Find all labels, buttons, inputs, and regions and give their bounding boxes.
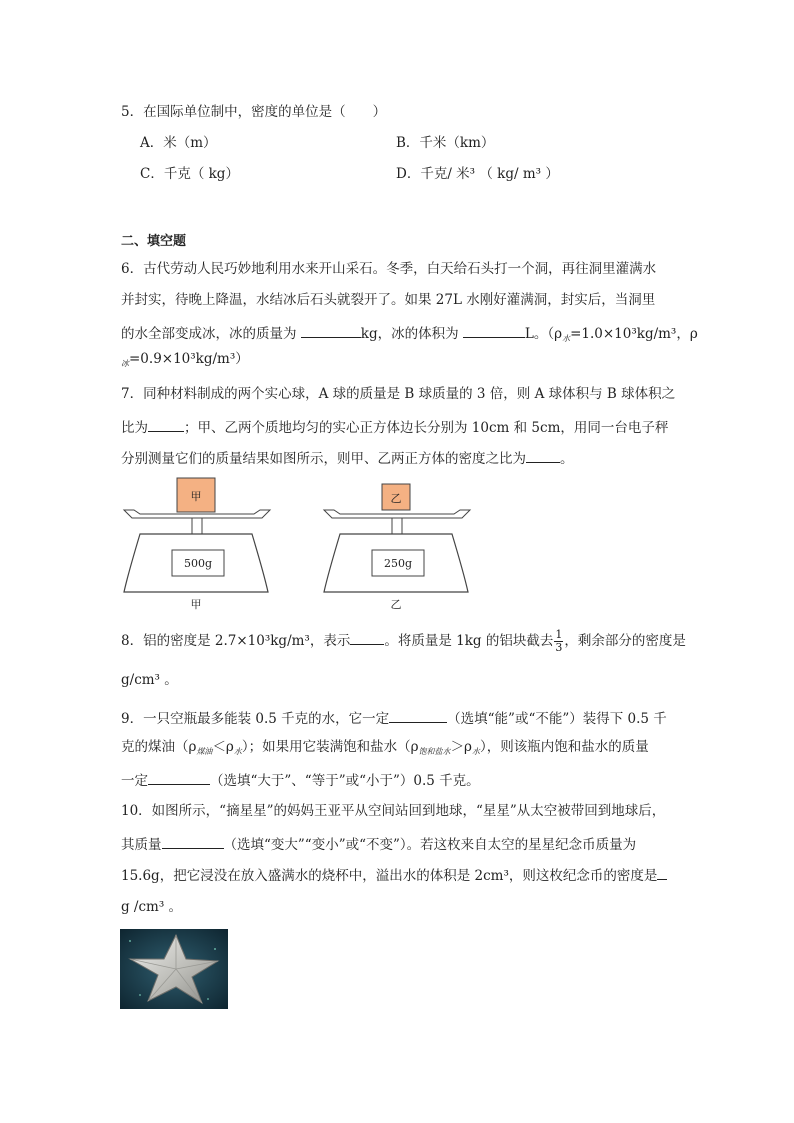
scale-stem <box>192 518 202 534</box>
star-coin-photo <box>120 929 228 1009</box>
cube-label: 乙 <box>390 492 402 505</box>
answer-blank[interactable] <box>148 772 210 785</box>
q7-text: 分别测量它们的质量结果如图所示，则甲、乙两正方体的密度之比为 <box>121 451 526 467</box>
q7-line2 <box>121 419 668 436</box>
q5-option-d: D．千克/ 米³ （ kg/ m³ ） <box>396 166 559 182</box>
fraction <box>554 629 563 654</box>
answer-blank[interactable] <box>526 450 560 463</box>
q9-line2 <box>121 741 649 756</box>
answer-blank[interactable] <box>657 867 667 880</box>
q9-text: ＞ρ <box>450 739 472 755</box>
scale-pan <box>324 510 470 518</box>
q5-stem: 5．在国际单位制中，密度的单位是（ ） <box>121 104 387 120</box>
q6-line3 <box>121 325 698 343</box>
q7-text: 比为 <box>121 420 148 436</box>
q9-text: 克的煤油（ρ <box>121 739 197 755</box>
q6-text: 的水全部变成冰，冰的质量为 <box>121 326 301 342</box>
q9-subscript: 煤油 <box>196 747 213 756</box>
q9-text: 9．一只空瓶最多能装 0.5 千克的水，它一定 <box>121 711 390 727</box>
q9-text: 一定 <box>121 773 148 789</box>
q9-subscript: 饱和盐水 <box>418 747 451 756</box>
q9-text: （选填“能”或“不能”）装得下 0.5 千 <box>447 711 667 727</box>
q7-text: ；甲、乙两个质地均匀的实心正方体边长分别为 10cm 和 5cm，用同一台电子秤 <box>184 420 669 436</box>
q6-subscript: 冰 <box>121 359 129 368</box>
q6-text: =1.0×10³kg/m³，ρ <box>570 326 698 342</box>
q9-text: ＜ρ <box>212 739 234 755</box>
q9-subscript: 水 <box>233 747 242 756</box>
q10-text: （选填“变大”“变小”或“不变”）。若这枚来自太空的星星纪念币质量为 <box>223 837 637 853</box>
q9-text: （选填“大于”、“等于”或“小于”）0.5 千克。 <box>210 773 480 789</box>
q10-text: 15.6g，把它浸没在放入盛满水的烧杯中，溢出水的体积是 2cm³，则这枚纪念币的密度是 <box>121 868 658 884</box>
q6-line4 <box>121 353 249 368</box>
section-heading: 二、填空题 <box>121 234 187 249</box>
answer-blank[interactable] <box>463 325 525 338</box>
q5-option-b: B．千米（km） <box>396 135 495 151</box>
fraction-numerator: 1 <box>555 628 563 641</box>
q10-line2 <box>121 836 636 853</box>
q10-line4: g /cm³ 。 <box>121 899 183 915</box>
q6-subscript: 水 <box>562 334 571 343</box>
answer-blank[interactable] <box>389 710 447 723</box>
q5-option-a: A．米（m） <box>140 135 217 151</box>
q9-line3 <box>121 772 480 789</box>
q9-line1 <box>121 710 667 727</box>
q6-text: kg，冰的体积为 <box>360 326 463 342</box>
q7-line1: 7．同种材料制成的两个实心球，A 球的质量是 B 球质量的 3 倍，则 A 球体积与 B 球体积之 <box>121 386 676 402</box>
q8-line1 <box>121 629 686 654</box>
q8-line2: g/cm³ 。 <box>121 672 178 688</box>
scale-stem <box>392 518 402 534</box>
answer-blank[interactable] <box>350 632 384 645</box>
q7-line3 <box>121 450 574 467</box>
scale-caption: 甲 <box>190 598 202 611</box>
q6-line1: 6．古代劳动人民巧妙地利用水来开山采石。冬季，白天给石头打一个洞，再往洞里灌满水 <box>121 261 657 277</box>
q6-text: L。（ρ <box>524 326 563 342</box>
q6-text: =0.9×10³kg/m³） <box>129 351 249 367</box>
answer-blank[interactable] <box>148 419 184 432</box>
fraction-denominator: 3 <box>555 641 563 655</box>
answer-blank[interactable] <box>162 836 224 849</box>
scale-right <box>324 484 470 611</box>
q8-text: 8．铝的密度是 2.7×10³kg/m³，表示 <box>121 633 351 650</box>
q8-text: ，剩余部分的密度是 <box>564 633 686 650</box>
q8-text: 。将质量是 1kg 的铝块截去 <box>384 633 554 650</box>
q10-line1: 10．如图所示，“摘星星”的妈妈王亚平从空间站回到地球，“星星”从太空被带回到地球后， <box>121 803 666 819</box>
scales-figure <box>120 474 480 614</box>
scale-caption: 乙 <box>390 598 402 611</box>
answer-blank[interactable] <box>301 325 361 338</box>
q5-option-c: C．千克（ kg） <box>140 166 239 182</box>
q7-text: 。 <box>560 451 574 467</box>
q9-text: ）；如果用它装满饱和盐水（ρ <box>241 739 419 755</box>
q6-line2: 并封实，待晚上降温，水结冰后石头就裂开了。如果 27L 水刚好灌满洞，封实后，当洞里 <box>121 292 656 308</box>
scale-left <box>124 478 270 611</box>
q9-subscript: 水 <box>472 747 480 756</box>
q9-text: ），则该瓶内饱和盐水的质量 <box>480 739 649 755</box>
q10-line3 <box>121 867 667 884</box>
scale-reading: 500g <box>183 557 213 570</box>
q10-text: 其质量 <box>121 837 162 853</box>
scale-reading: 250g <box>383 557 413 570</box>
cube-label: 甲 <box>190 490 202 503</box>
